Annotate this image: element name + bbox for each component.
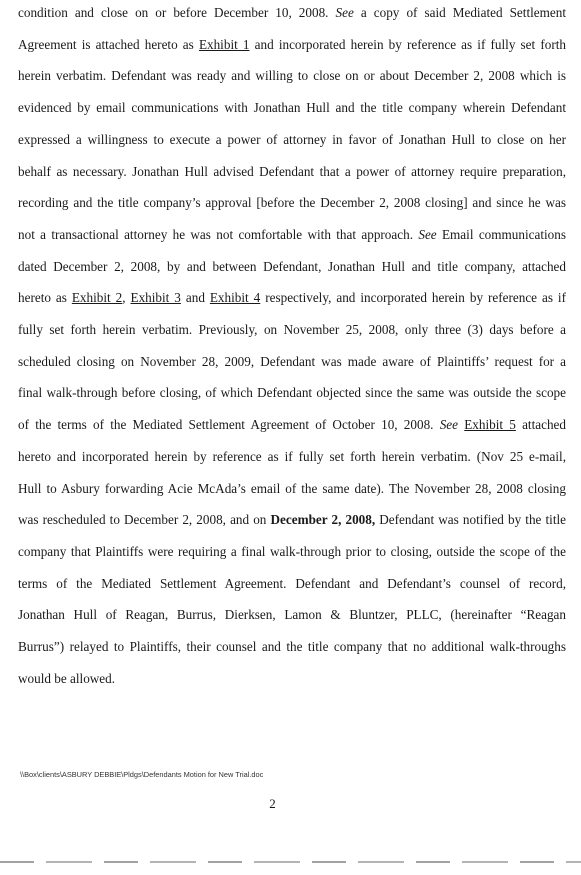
footer-file-path: \\Box\clients\ASBURY DEBBIE\Pldgs\Defendants Motion for New Trial.doc	[20, 770, 264, 779]
exhibit-reference: Exhibit 1	[198, 36, 250, 52]
scan-edge-line	[0, 861, 581, 863]
text-run: Agreement is attached hereto as	[18, 36, 199, 52]
page-number: 2	[269, 796, 276, 811]
text-line	[18, 536, 566, 568]
text-run: recording and the title company’s approval [before the December 2, 2008 closing] and since he was	[18, 195, 566, 211]
text-run: and	[180, 290, 210, 306]
text-run: Burrus”) relayed to Plaintiffs, their counsel and the title company that no additional walk-throughs	[18, 639, 566, 655]
text-run: fully set forth herein verbatim. Previously, on November 25, 2008, only three (3) days before a	[18, 322, 566, 338]
text-run: of the terms of the Mediated Settlement Agreement of October 10, 2008.	[18, 417, 440, 433]
text-line	[18, 29, 566, 61]
text-run: final walk-through before closing, of which Defendant objected since the same was outside the scope	[18, 385, 566, 401]
text-line	[18, 504, 566, 536]
text-run: would be allowed.	[18, 670, 116, 686]
text-line	[18, 441, 566, 473]
text-line	[18, 346, 566, 378]
text-line	[18, 187, 566, 219]
text-run: condition and close on or before December 10, 2008.	[18, 5, 336, 20]
text-line	[18, 377, 566, 409]
text-run: company that Plaintiffs were requiring a final walk-through prior to closing, outside the scope of the	[18, 543, 566, 559]
text-run: hereto as	[18, 290, 72, 306]
bold-date: December 2, 2008,	[270, 512, 376, 528]
exhibit-reference: Exhibit 5	[464, 417, 516, 433]
text-line	[18, 599, 566, 631]
text-run: Email communications	[436, 226, 566, 242]
text-line	[18, 124, 566, 156]
text-run: not a transactional attorney he was not comfortable with that approach.	[18, 226, 419, 242]
text-run: expressed a willingness to execute a power of attorney in favor of Jonathan Hull to close on her	[18, 131, 566, 147]
text-line	[18, 409, 566, 441]
text-run: scheduled closing on November 28, 2009, Defendant was made aware of Plaintiffs’ request for a	[18, 353, 566, 369]
text-run: Jonathan Hull of Reagan, Burrus, Dierksen, Lamon & Bluntzer, PLLC, (hereinafter “Reagan	[18, 607, 566, 623]
text-run: ,	[122, 290, 131, 306]
text-run: attached	[515, 417, 566, 433]
exhibit-reference: Exhibit 3	[130, 290, 181, 306]
text-line	[18, 156, 566, 188]
text-run: and incorporated herein by reference as if fully set forth	[249, 36, 566, 52]
text-line	[18, 251, 566, 283]
text-line	[18, 0, 566, 29]
text-line	[18, 473, 566, 505]
exhibit-reference: Exhibit 2	[71, 290, 123, 306]
exhibit-reference: Exhibit 4	[209, 290, 261, 306]
text-run: terms of the Mediated Settlement Agreement. Defendant and Defendant’s counsel of record,	[18, 575, 566, 591]
emphasis: See	[335, 5, 354, 20]
text-line	[18, 92, 566, 124]
text-run: behalf as necessary. Jonathan Hull advised Defendant that a power of attorney require preparation,	[18, 163, 566, 179]
text-run: was rescheduled to December 2, 2008, and on	[18, 512, 271, 528]
text-line	[18, 282, 566, 314]
text-line	[18, 568, 566, 600]
text-line	[18, 663, 566, 695]
text-line	[18, 60, 566, 92]
emphasis: See	[439, 417, 458, 433]
body-paragraph	[18, 0, 566, 694]
text-run: Defendant was notified by the title	[375, 512, 567, 528]
text-run: evidenced by email communications with Jonathan Hull and the title company wherein Defendant	[18, 100, 566, 116]
text-line	[18, 219, 566, 251]
text-line	[18, 314, 566, 346]
text-run: dated December 2, 2008, by and between Defendant, Jonathan Hull and title company, attached	[18, 258, 566, 274]
text-line	[18, 631, 566, 663]
emphasis: See	[418, 226, 437, 242]
text-run: respectively, and incorporated herein by reference as if	[260, 290, 566, 306]
text-run: Hull to Asbury forwarding Acie McAda’s email of the same date). The November 28, 2008 closing	[18, 480, 566, 496]
text-run: hereto and incorporated herein by reference as if fully set forth herein verbatim. (Nov 25 e-mail,	[18, 448, 566, 464]
text-run: a copy of said Mediated Settlement	[353, 5, 566, 20]
text-run: herein verbatim. Defendant was ready and willing to close on or about December 2, 2008 which is	[18, 68, 566, 84]
